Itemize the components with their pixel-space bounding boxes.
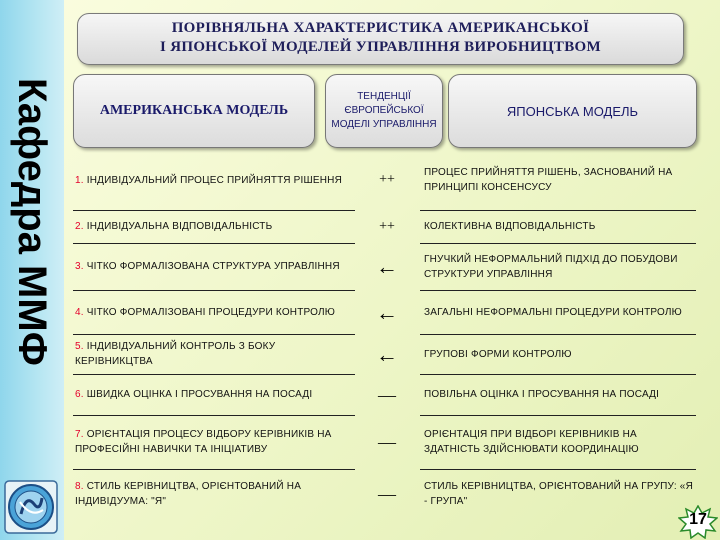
american-cell-text — [75, 427, 345, 457]
row-number: 8. — [75, 481, 84, 492]
american-cell-text — [75, 387, 312, 402]
american-text: ІНДИВІДУАЛЬНА ВІДПОВІДАЛЬНІСТЬ — [86, 221, 273, 232]
row-number: 3. — [75, 261, 84, 272]
american-text: ШВИДКА ОЦІНКА І ПРОСУВАННЯ НА ПОСАДІ — [86, 389, 313, 400]
trend-symbol: — — [378, 484, 396, 505]
american-cell-text — [75, 339, 345, 369]
american-cell — [75, 415, 345, 469]
american-cell — [75, 374, 345, 415]
trend-symbol: — — [378, 432, 396, 453]
american-text: ОРІЄНТАЦІЯ ПРОЦЕСУ ВІДБОРУ КЕРІВНИКІВ НА ПРОФЕСІЙНІ НАВИЧКИ ТА ІНІЦІАТИВУ — [75, 429, 332, 455]
title-box — [77, 13, 684, 65]
japanese-cell: ПРОЦЕС ПРИЙНЯТТЯ РІШЕНЬ, ЗАСНОВАНИЙ НА ПРИНЦИПІ КОНСЕНСУСУ — [424, 167, 673, 193]
page-title-line-2: І ЯПОНСЬКОЇ МОДЕЛЕЙ УПРАВЛІННЯ ВИРОБНИЦТВОМ — [160, 39, 601, 55]
trend-symbol: ← — [376, 299, 398, 325]
page-number: 17 — [689, 511, 707, 528]
department-label: Кафедра ММФ — [10, 78, 54, 366]
trend-symbol: — — [378, 384, 396, 405]
sidebar — [0, 0, 64, 540]
row-number: 1. — [75, 174, 84, 186]
japanese-cell: СТИЛЬ КЕРІВНИЦТВА, ОРІЄНТОВАНИЙ НА ГРУПУ: «Я - ГРУПА" — [424, 481, 693, 507]
american-text: СТИЛЬ КЕРІВНИЦТВА, ОРІЄНТОВАНИЙ НА ІНДИВІДУУМА: "Я" — [75, 481, 302, 507]
department-logo-icon — [4, 480, 58, 534]
japanese-cell: КОЛЕКТИВНА ВІДПОВІДАЛЬНІСТЬ — [424, 221, 596, 232]
row-number: 4. — [75, 306, 84, 318]
row-number: 6. — [75, 389, 84, 400]
american-cell — [75, 290, 345, 334]
american-cell-text — [75, 219, 272, 234]
header-japanese-model: ЯПОНСЬКА МОДЕЛЬ — [448, 74, 697, 148]
american-cell — [75, 334, 345, 374]
american-text: ЧІТКО ФОРМАЛІЗОВАНІ ПРОЦЕДУРИ КОНТРОЛЮ — [86, 306, 336, 318]
trend-symbol: ← — [376, 254, 398, 280]
japanese-cell: ЗАГАЛЬНІ НЕФОРМАЛЬНІ ПРОЦЕДУРИ КОНТРОЛЮ — [424, 306, 682, 318]
trend-symbol: ++ — [379, 218, 395, 234]
american-cell-text — [75, 305, 335, 320]
american-text: ІНДИВІДУАЛЬНИЙ ПРОЦЕС ПРИЙНЯТТЯ РІШЕННЯ — [86, 174, 343, 186]
row-number: 7. — [75, 429, 84, 440]
page-title-line-1: ПОРІВНЯЛЬНА ХАРАКТЕРИСТИКА АМЕРИКАНСЬКОЇ — [171, 20, 590, 36]
american-cell — [75, 243, 345, 290]
row-number: 5. — [75, 341, 84, 352]
american-cell-text — [75, 173, 342, 188]
american-cell-text — [75, 259, 340, 274]
header-european-trends: ТЕНДЕНЦІЇ ЄВРОПЕЙСЬКОЇ МОДЕЛІ УПРАВЛІННЯ — [325, 74, 443, 148]
american-text: ЧІТКО ФОРМАЛІЗОВАНА СТРУКТУРА УПРАВЛІННЯ — [86, 261, 340, 272]
row-number: 2. — [75, 221, 84, 232]
american-cell — [75, 469, 345, 519]
japanese-cell: ПОВІЛЬНА ОЦІНКА І ПРОСУВАННЯ НА ПОСАДІ — [424, 389, 660, 400]
american-cell — [75, 210, 345, 243]
japanese-cell: ГРУПОВІ ФОРМИ КОНТРОЛЮ — [424, 348, 572, 360]
american-text: ІНДИВІДУАЛЬНИЙ КОНТРОЛЬ З БОКУ КЕРІВНИКЦТВА — [75, 341, 276, 367]
american-cell-text — [75, 479, 345, 509]
japanese-cell: ГНУЧКИЙ НЕФОРМАЛЬНИЙ ПІДХІД ДО ПОБУДОВИ СТРУКТУРИ УПРАВЛІННЯ — [424, 253, 678, 280]
header-american-model: АМЕРИКАНСЬКА МОДЕЛЬ — [73, 74, 315, 148]
trend-symbol: ++ — [379, 172, 395, 188]
trend-symbol: ← — [376, 341, 398, 367]
japanese-cell: ОРІЄНТАЦІЯ ПРИ ВІДБОРІ КЕРІВНИКІВ НА ЗДАТНІСТЬ ЗДІЙСНЮВАТИ КООРДИНАЦІЮ — [424, 429, 639, 455]
american-cell — [75, 150, 345, 210]
